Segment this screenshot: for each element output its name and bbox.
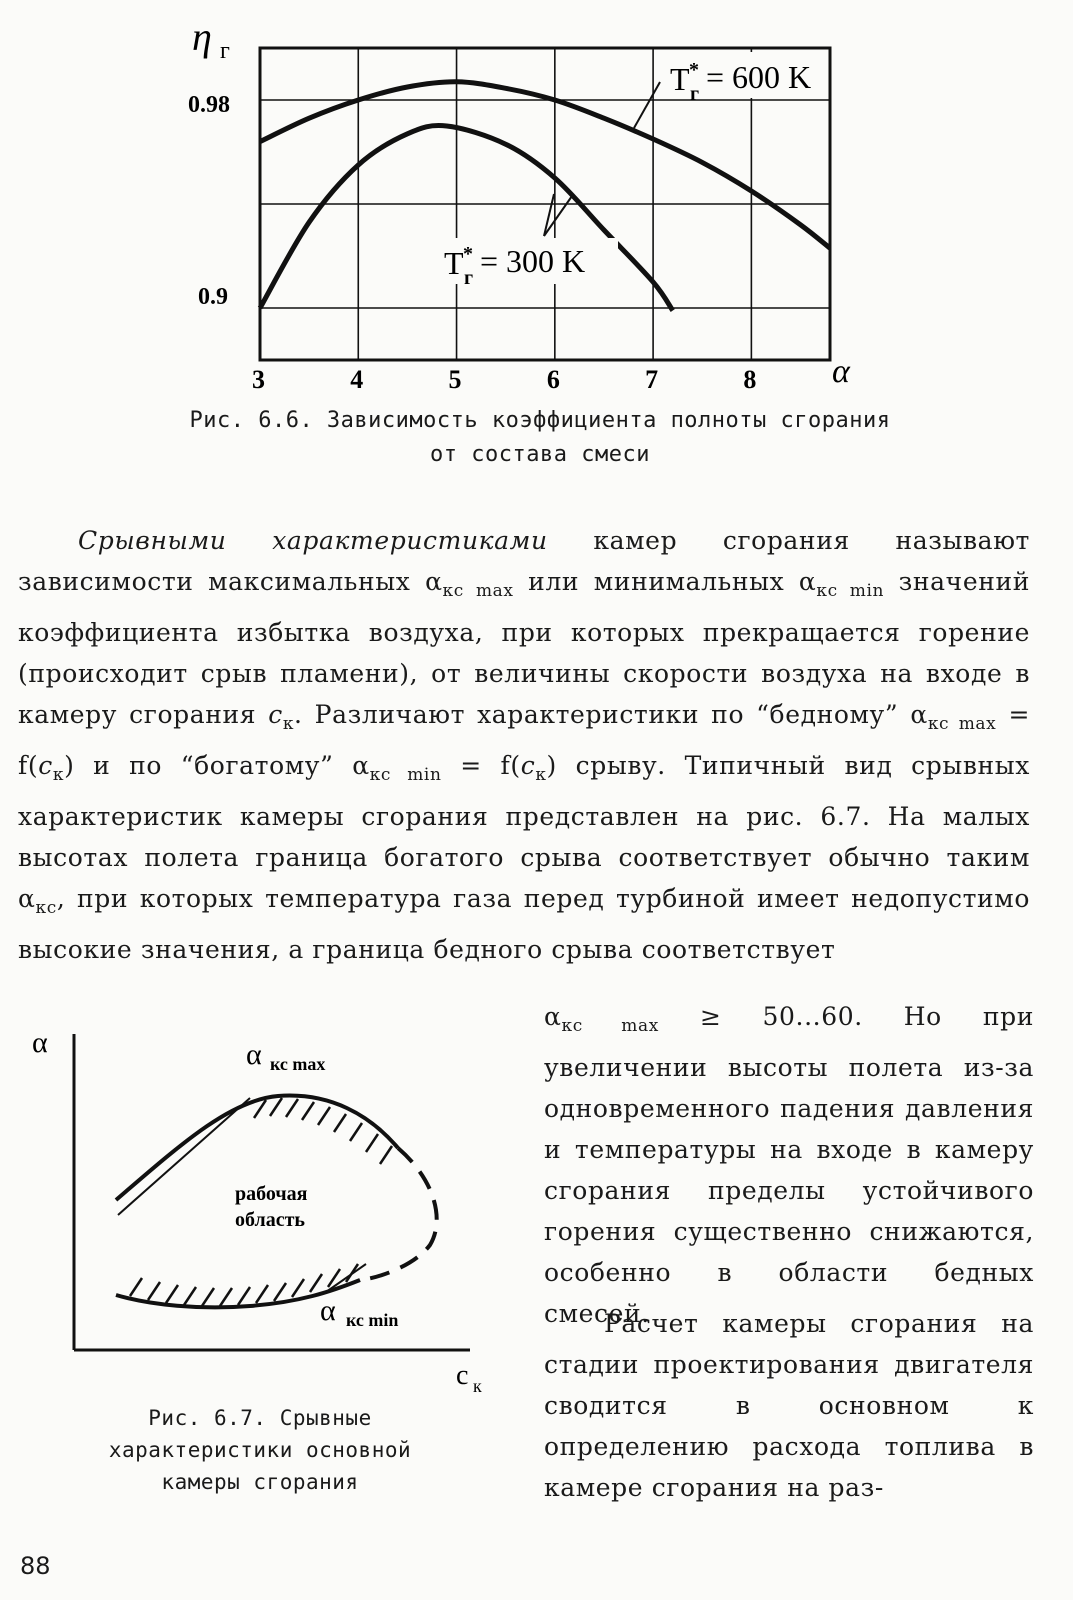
- y-axis-label: η: [192, 14, 212, 59]
- x-tick-labels: [252, 365, 756, 394]
- x-tick-label: 4: [350, 365, 364, 394]
- upper-label: [246, 1038, 325, 1074]
- figure-6-6: [180, 10, 870, 400]
- hatch-mark: [318, 1107, 330, 1125]
- svg-text:= 300 K: = 300 K: [480, 243, 586, 279]
- hatch-mark: [334, 1114, 346, 1132]
- x-tick-label: 7: [645, 365, 659, 394]
- svg-text:*: *: [463, 243, 473, 265]
- region-label: рабочая: [235, 1183, 308, 1205]
- x-tick-label: 3: [252, 365, 265, 394]
- lower-label: [320, 1294, 398, 1330]
- hatch-mark: [310, 1274, 322, 1292]
- svg-text:α: α: [320, 1294, 336, 1327]
- italic-term: Срывными характеристиками: [78, 526, 548, 555]
- svg-text:кс min: кс min: [346, 1310, 399, 1330]
- svg-text:c: c: [456, 1360, 469, 1391]
- x-tick-label: 8: [743, 365, 757, 394]
- hatch-mark: [166, 1285, 178, 1303]
- caption-line: характеристики основной: [108, 1438, 412, 1462]
- paragraph-calculation: Расчет камеры сгорания на стадии проектирования двигателя сводится в основном к определению расхода топлива в камере сгорания на раз-: [544, 1309, 1034, 1502]
- label-600k: [634, 52, 824, 128]
- upper-hatching: [254, 1098, 392, 1164]
- svg-text:*: *: [689, 59, 699, 81]
- svg-text:T: T: [444, 245, 464, 281]
- x-tick-label: 5: [448, 365, 462, 394]
- hatch-mark: [184, 1287, 196, 1305]
- hatch-mark: [366, 1134, 378, 1152]
- x-tick-label: 6: [546, 365, 560, 394]
- caption-line: камеры сгорания: [161, 1470, 359, 1494]
- hatch-mark: [286, 1099, 298, 1117]
- y-tick-label: 0.98: [188, 92, 230, 118]
- hatch-mark: [292, 1279, 304, 1297]
- region-label: область: [235, 1209, 305, 1231]
- x-axis-label: [456, 1360, 482, 1396]
- svg-text:T: T: [670, 61, 690, 97]
- svg-text:г: г: [690, 83, 700, 105]
- hatch-mark: [270, 1098, 282, 1116]
- hatch-mark: [274, 1283, 286, 1301]
- tangent-line-upper: [118, 1098, 250, 1215]
- svg-text:кс max: кс max: [270, 1054, 326, 1074]
- caption-line: Рис. 6.6. Зависимость коэффициента полноты сгорания: [189, 408, 891, 433]
- figure-6-6-caption: [80, 404, 1000, 472]
- svg-text:= 600 K: = 600 K: [706, 59, 812, 95]
- label-300k: [438, 194, 618, 289]
- y-tick-label: 0.9: [198, 284, 228, 310]
- hatch-mark: [220, 1288, 232, 1306]
- hatch-mark: [380, 1146, 392, 1164]
- figure-6-7: [30, 1020, 510, 1400]
- svg-text:α: α: [246, 1038, 262, 1071]
- hatch-mark: [148, 1282, 160, 1300]
- y-axis-label-sub: г: [220, 38, 230, 64]
- svg-text:г: г: [464, 267, 474, 289]
- dashed-closure: [360, 1148, 437, 1280]
- paragraph-continuation: $\alpha_{кс max} \ge 50...60$. Но при увеличении высоты полета из-за одновременного падения давления и температуры на входе в камеру сгорания пределы устойчивого горения существенно снижаются, особенно в области бедных смесей.: [544, 1002, 1034, 1328]
- figure-6-7-caption: [40, 1402, 480, 1498]
- svg-text:к: к: [473, 1376, 482, 1396]
- y-axis-label: α: [32, 1026, 48, 1059]
- caption-line: Рис. 6.7. Срывные: [148, 1406, 372, 1430]
- caption-line: от состава смеси: [430, 442, 650, 467]
- tangent-line-lower: [326, 1264, 366, 1292]
- hatch-mark: [302, 1102, 314, 1120]
- paragraph-main: Срывными характеристиками камер сгорания называют зависимости максимальных $\alpha_{кс max}$ или минимальных $\alpha_{кс min}$ значений коэффициента избытка воздуха, при которых прекращается горение (происходит срыв пламени), от величины скорости воздуха на входе в камеру сгорания $c_к$. Различают характеристики по “бедному” $\alpha_{кс max} = f(c_к)$ и по “богатому” $\alpha_{кс min} = f(c_к)$ срыву. Типичный вид срывных характеристик камеры сгорания представлен на рис. 6.7. На малых высотах полета граница богатого срыва соответствует обычно таким $\alpha_{кс}$, при которых температура газа перед турбиной имеет недопустимо высокие значения, а граница бедного срыва соответствует: [18, 526, 1030, 964]
- hatch-mark: [130, 1278, 142, 1296]
- page-number: 88: [20, 1552, 51, 1580]
- hatch-mark: [202, 1288, 214, 1306]
- x-axis-label: α: [832, 353, 850, 390]
- curve-600k: [260, 82, 830, 248]
- hatch-mark: [238, 1287, 250, 1305]
- hatch-mark: [350, 1123, 362, 1141]
- hatch-mark: [256, 1285, 268, 1303]
